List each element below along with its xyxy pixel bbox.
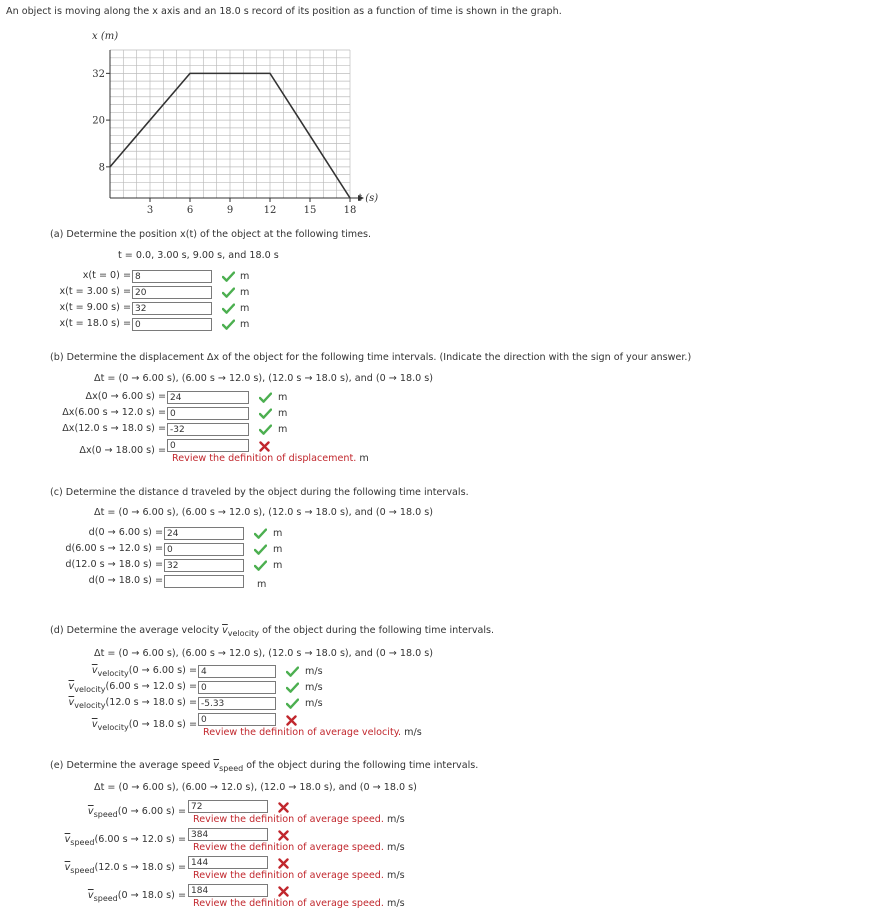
review-unit: m/s <box>383 870 405 881</box>
part_e-row-label-text: (12.0 s → 18.0 s) = <box>94 862 186 873</box>
checkmark-icon <box>286 698 299 712</box>
part_e-review-message <box>193 870 405 881</box>
part_b-row-label-text: Δx(0 → 6.00 s) = <box>85 391 166 402</box>
part_c-row-label-text: d(0 → 6.00 s) = <box>88 527 163 538</box>
part_d-row-subscript: velocity <box>97 722 129 732</box>
review-unit: m <box>356 453 369 464</box>
checkmark-icon <box>286 682 299 696</box>
part_d-row-label-text: (12.0 s → 18.0 s) = <box>105 697 197 708</box>
part_e-review-message <box>193 814 405 825</box>
part_c-row-label-text: d(0 → 18.0 s) = <box>88 575 163 586</box>
part_e-row-subscript: speed <box>93 809 118 819</box>
part-d-question-pre: (d) Determine the average velocity <box>50 625 223 636</box>
part_b-row-label-text: Δx(0 → 18.00 s) = <box>79 445 166 456</box>
part_d-answer-input[interactable]: -5.33 <box>198 697 276 710</box>
x-tick-label: 6 <box>186 205 194 216</box>
review-text: Review the definition of displacement. <box>172 453 357 464</box>
checkmark-icon <box>222 319 235 333</box>
part_a-unit: m <box>240 287 250 298</box>
y-tick-label: 20 <box>92 115 105 127</box>
part_d-row-symbol: $\overline{v}$ <box>91 719 98 730</box>
y-tick-label: 8 <box>98 162 105 174</box>
part_b-answer-input[interactable]: 24 <box>167 391 249 404</box>
part_d-review-message <box>203 727 422 738</box>
part_b-row-label-text: Δx(6.00 s → 12.0 s) = <box>62 407 166 418</box>
part_b-row-label <box>62 423 166 434</box>
part_d-row-label-text: (6.00 s → 12.0 s) = <box>105 681 197 692</box>
part_e-answer-input[interactable]: 72 <box>188 800 268 813</box>
part_a-unit: m <box>240 319 250 330</box>
part_d-row-symbol: $\overline{v}$ <box>68 697 75 708</box>
part_e-answer-input[interactable]: 184 <box>188 884 268 897</box>
part_a-answer-input[interactable]: 32 <box>132 302 212 315</box>
part-d-question-post: of the object during the following time intervals. <box>259 625 495 636</box>
checkmark-icon <box>259 424 272 438</box>
part_a-row-label <box>59 318 131 329</box>
part_e-row-label-text: (6.00 s → 12.0 s) = <box>94 834 186 845</box>
part_e-row-label <box>65 834 186 847</box>
part-a-question: (a) Determine the position x(t) of the object at the following times. <box>50 229 372 240</box>
review-unit: m/s <box>383 842 405 853</box>
review-text: Review the definition of average velocity. <box>203 727 402 738</box>
checkmark-icon <box>222 303 235 317</box>
part_b-row-label <box>79 445 166 456</box>
part_e-row-label <box>88 806 186 819</box>
part-e-symbol: $\overline{v}$ <box>213 760 220 771</box>
part_c-row-label <box>89 527 163 538</box>
part_b-answer-input[interactable]: -32 <box>167 423 249 436</box>
part_a-row-label <box>59 286 131 297</box>
part_e-answer-input[interactable]: 144 <box>188 856 268 869</box>
part-e-subscript: speed <box>219 763 244 773</box>
part-b-question: (b) Determine the displacement Δx of the object for the following time intervals. (Indicate the direction with the sign of your answer.) <box>50 352 692 363</box>
review-text: Review the definition of average speed. <box>193 814 384 825</box>
x-tick-label: 12 <box>263 205 277 216</box>
part_b-review-message <box>172 453 369 464</box>
part_d-row-label-text: (0 → 6.00 s) = <box>128 665 197 676</box>
part_e-row-symbol: $\overline{v}$ <box>64 834 71 845</box>
review-unit: m/s <box>401 727 422 738</box>
part-d-question <box>50 625 494 638</box>
x-tick-label: 9 <box>226 205 234 216</box>
part_a-unit: m <box>240 303 250 314</box>
part_b-row-label-text: Δx(12.0 s → 18.0 s) = <box>62 423 166 434</box>
part_e-answer-input[interactable]: 384 <box>188 828 268 841</box>
checkmark-icon <box>254 544 267 558</box>
part_d-row-symbol: $\overline{v}$ <box>91 665 98 676</box>
part_c-row-label-text: d(12.0 s → 18.0 s) = <box>65 559 163 570</box>
part-d-intervals: Δt = (0 → 6.00 s), (6.00 s → 12.0 s), (12.0 s → 18.0 s), and (0 → 18.0 s) <box>94 648 434 659</box>
x-tick-label: 18 <box>343 205 357 216</box>
part_b-answer-input[interactable]: 0 <box>167 439 249 452</box>
part-d-subscript: velocity <box>227 628 260 638</box>
part_e-review-message <box>193 842 405 853</box>
part-b-intervals: Δt = (0 → 6.00 s), (6.00 s → 12.0 s), (12.0 s → 18.0 s), and (0 → 18.0 s) <box>94 373 434 384</box>
review-text: Review the definition of average speed. <box>193 842 384 853</box>
part_c-unit: m <box>273 560 283 571</box>
part_a-row-label-text: x(t = 0) = <box>82 270 131 281</box>
part_e-row-symbol: $\overline{v}$ <box>64 862 71 873</box>
part_a-row-label <box>83 270 131 281</box>
part_c-row-label <box>65 543 163 554</box>
part_d-answer-input[interactable]: 4 <box>198 665 276 678</box>
review-text: Review the definition of average speed. <box>193 898 384 909</box>
part-e-question <box>50 760 478 773</box>
part_c-row-label <box>65 559 163 570</box>
part_c-unit: m <box>273 544 283 555</box>
part_c-row-label <box>89 575 163 586</box>
part_b-unit: m <box>278 392 288 403</box>
review-text: Review the definition of average speed. <box>193 870 384 881</box>
part_e-row-subscript: speed <box>70 865 95 875</box>
x-tick-label: 3 <box>146 205 154 216</box>
part_d-answer-input[interactable]: 0 <box>198 713 276 726</box>
part_c-unit: m <box>273 528 283 539</box>
part_a-row-label-text: x(t = 18.0 s) = <box>59 318 131 329</box>
part_c-row-label-text: d(6.00 s → 12.0 s) = <box>65 543 163 554</box>
part_d-unit: m/s <box>305 666 323 677</box>
part_e-row-label-text: (0 → 18.0 s) = <box>117 890 186 901</box>
part_c-answer-input[interactable]: 24 <box>164 527 244 540</box>
checkmark-icon <box>286 666 299 680</box>
part_a-unit: m <box>240 271 250 282</box>
part_e-row-label-text: (0 → 6.00 s) = <box>117 806 186 817</box>
part_a-answer-input[interactable]: 20 <box>132 286 212 299</box>
y-axis-label: x (m) <box>92 31 119 42</box>
part_c-answer-input[interactable]: 0 <box>164 543 244 556</box>
part_a-row-label-text: x(t = 3.00 s) = <box>59 286 131 297</box>
part_c-answer-input[interactable]: 32 <box>164 559 244 572</box>
checkmark-icon <box>259 392 272 406</box>
part-e-question-post: of the object during the following time intervals. <box>243 760 479 771</box>
checkmark-icon <box>254 560 267 574</box>
x-tick-label: 15 <box>303 205 317 216</box>
checkmark-icon <box>222 271 235 285</box>
review-unit: m/s <box>383 898 405 909</box>
part_a-answer-input[interactable]: 0 <box>132 318 212 331</box>
y-tick-label: 32 <box>92 68 105 80</box>
problem-statement: An object is moving along the x axis and an 18.0 s record of its position as a function of time is shown in the graph. <box>6 6 562 17</box>
part_b-unit: m <box>278 424 288 435</box>
part_d-row-subscript: velocity <box>74 700 106 710</box>
part-a-times: t = 0.0, 3.00 s, 9.00 s, and 18.0 s <box>118 250 279 261</box>
part_c-unit: m <box>257 579 267 590</box>
review-unit: m/s <box>383 814 405 825</box>
part_d-row-symbol: $\overline{v}$ <box>68 681 75 692</box>
part_b-unit: m <box>278 408 288 419</box>
part_d-unit: m/s <box>305 682 323 693</box>
part_d-row-label <box>92 719 197 732</box>
part_e-row-subscript: speed <box>93 893 118 903</box>
part_e-row-label <box>88 890 186 903</box>
part_d-row-subscript: velocity <box>74 684 106 694</box>
part_a-row-label <box>59 302 131 313</box>
part_d-row-label <box>69 681 197 694</box>
checkmark-icon <box>259 408 272 422</box>
part_c-answer-input[interactable] <box>164 575 244 588</box>
part-c-intervals: Δt = (0 → 6.00 s), (6.00 s → 12.0 s), (12.0 s → 18.0 s), and (0 → 18.0 s) <box>94 507 434 518</box>
x-axis-label: t (s) <box>358 193 379 204</box>
part_e-review-message <box>193 898 405 909</box>
part_d-unit: m/s <box>305 698 323 709</box>
part_e-row-label <box>65 862 186 875</box>
part_e-row-symbol: $\overline{v}$ <box>87 806 94 817</box>
part-d-symbol: $\overline{v}$ <box>222 625 228 636</box>
part_d-row-label <box>69 697 197 710</box>
position-time-graph <box>80 40 380 240</box>
part_b-row-label <box>62 407 166 418</box>
part_a-answer-input[interactable]: 8 <box>132 270 212 283</box>
part-c-question: (c) Determine the distance d traveled by the object during the following time intervals. <box>50 487 469 498</box>
part-e-intervals: Δt = (0 → 6.00 s), (6.00 → 12.0 s), (12.0 → 18.0 s), and (0 → 18.0 s) <box>94 782 417 793</box>
part_d-row-label-text: (0 → 18.0 s) = <box>128 719 197 730</box>
part_b-row-label <box>86 391 166 402</box>
checkmark-icon <box>222 287 235 301</box>
part_d-answer-input[interactable]: 0 <box>198 681 276 694</box>
checkmark-icon <box>254 528 267 542</box>
part_e-row-symbol: $\overline{v}$ <box>87 890 94 901</box>
part_d-row-subscript: velocity <box>97 668 129 678</box>
part_b-answer-input[interactable]: 0 <box>167 407 249 420</box>
part_d-row-label <box>92 665 197 678</box>
part_e-row-subscript: speed <box>70 837 95 847</box>
part-e-question-pre: (e) Determine the average speed <box>50 760 214 771</box>
part_a-row-label-text: x(t = 9.00 s) = <box>59 302 131 313</box>
